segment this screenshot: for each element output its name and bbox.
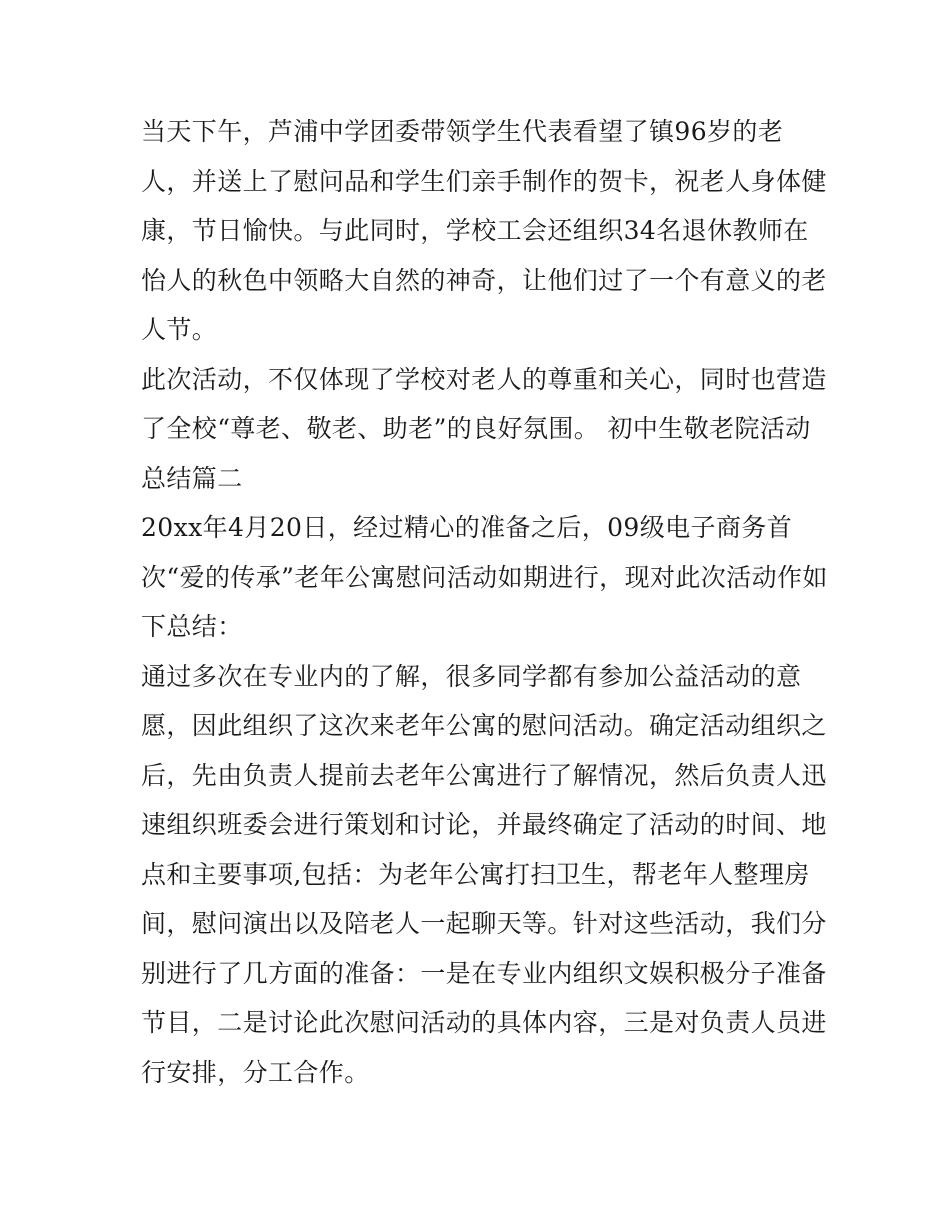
paragraph-event-intro [141,503,828,652]
text-line: 当天下午，芦浦中学团委带领学生代表看望了镇96岁的老 [141,117,784,146]
text-line: 后，先由负责人提前去老年公寓进行了解情况，然后负责人迅 [141,760,827,790]
text-line: 康，节日愉快。与此同时，学校工会还组织34名退休教师在 [141,216,809,245]
text-line: 20xx年4月20日，经过精心的准备之后，09级电子商务首 [141,513,793,542]
text-line: 节目，二是讨论此次慰问活动的具体内容，三是对负责人员进 [141,1008,827,1037]
paragraph-preparation [141,652,827,1098]
text-line: 了全校“尊老、敬老、助老”的良好氛围。 初中生敬老院活动 [141,414,811,443]
text-line: 怡人的秋色中领略大自然的神奇，让他们过了一个有意义的老 [141,265,827,295]
text-line: 此次活动，不仅体现了学校对老人的尊重和关心，同时也营造 [141,364,827,394]
text-line: 人，并送上了慰问品和学生们亲手制作的贺卡，祝老人身体健 [141,166,827,196]
paragraph-activity-summary [141,355,827,504]
document-body [141,107,828,1097]
text-line: 间，慰问演出以及陪老人一起聊天等。针对这些活动，我们分 [141,909,827,938]
section-heading: 总结篇二 [141,463,243,493]
text-line: 行安排，分工合作。 [141,1057,370,1087]
text-line: 别进行了几方面的准备：一是在专业内组织文娱积极分子准备 [141,958,827,988]
text-line: 次“爱的传承”老年公寓慰问活动如期进行，现对此次活动作如 [141,562,828,592]
text-line: 愿，因此组织了这次来老年公寓的慰问活动。确定活动组织之 [141,711,827,740]
text-line: 速组织班委会进行策划和讨论，并最终确定了活动的时间、地 [141,810,827,839]
text-line: 下总结： [141,612,243,641]
text-line: 通过多次在专业内的了解，很多同学都有参加公益活动的意 [141,661,802,691]
text-line: 点和主要事项,包括：为老年公寓打扫卫生，帮老年人整理房 [141,859,810,889]
text-line: 人节。 [141,315,218,344]
paragraph-visit-elderly [141,107,827,355]
